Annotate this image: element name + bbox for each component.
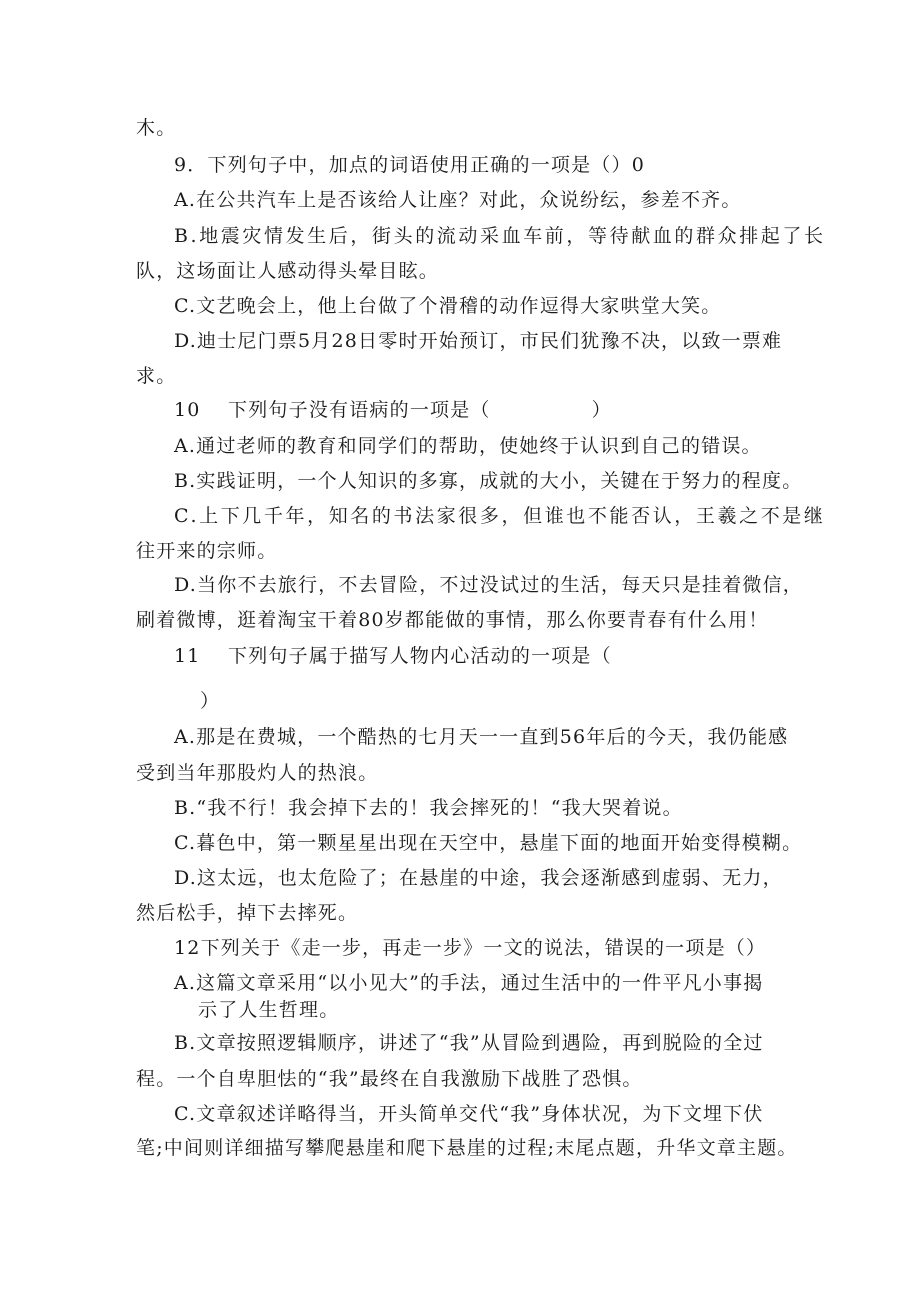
text-line: 木。: [136, 117, 177, 139]
question-12-option-b: B.文章按照逻辑顺序，讲述了“我”从冒险到遇险，再到脱险的全过: [174, 1032, 764, 1054]
question-12-option-a: A.这篇文章采用“以小见大”的手法，通过生活中的一件平凡小事揭: [174, 972, 764, 994]
text-line: 求。: [136, 365, 177, 387]
question-11-option-c: C.暮色中，第一颗星星出现在天空中，悬崖下面的地面开始变得模糊。: [174, 832, 803, 854]
question-9-option-a: A.在公共汽车上是否该给人让座？对此，众说纷纭，参差不齐。: [174, 189, 742, 211]
question-12-option-c: C.文章叙述详略得当，开头简单交代“我”身体状况，为下文埋下伏: [174, 1103, 764, 1125]
text-line: 程。一个自卑胆怯的“我”最终在自我激励下战胜了恐惧。: [136, 1068, 643, 1090]
question-9-option-d: D.迪士尼门票5月28日零时开始预订，市民们犹豫不决，以致一票难: [174, 330, 783, 352]
text-line: 队，这场面让人感动得头晕目眩。: [136, 260, 440, 282]
question-12-stem: 12下列关于《走一步，再走一步》一文的说法，错误的一项是（）: [174, 937, 767, 959]
question-10-option-a: A.通过老师的教育和同学们的帮助，使她终于认识到自己的错误。: [174, 435, 762, 457]
text-line: 示了人生哲理。: [198, 999, 340, 1021]
question-11-option-d: D.这太远，也太危险了；在悬崖的中途，我会逐渐感到虚弱、无力，: [174, 867, 783, 889]
question-10-stem: 10 下列句子没有语病的一项是（ ）: [174, 399, 612, 421]
text-line: 刷着微博，逛着淘宝干着80岁都能做的事情，那么你要青春有什么用！: [136, 609, 769, 631]
question-9-stem: 9．下列句子中，加点的词语使用正确的一项是（）0: [174, 154, 645, 176]
question-11-option-b: B.“我不行！我会掉下去的！我会摔死的！“我大哭着说。: [174, 797, 683, 819]
text-line: 笔;中间则详细描写攀爬悬崖和爬下悬崖的过程;末尾点题，升华文章主题。: [136, 1137, 798, 1159]
question-10-option-c: C.上下几千年，知名的书法家很多，但谁也不能否认，王羲之不是继: [174, 505, 826, 527]
question-10-option-b: B.实践证明，一个人知识的多寡，成就的大小，关键在于努力的程度。: [174, 470, 803, 492]
question-11-stem: 11 下列句子属于描写人物内心活动的一项是（: [174, 645, 612, 667]
question-10-option-d: D.当你不去旅行，不去冒险，不过没试过的生活，每天只是挂着微信，: [174, 574, 803, 596]
question-9-option-b: B.地震灾情发生后，街头的流动采血车前，等待献血的群众排起了长: [174, 225, 826, 247]
question-9-option-c: C.文艺晚会上，他上台做了个滑稽的动作逗得大家哄堂大笑。: [174, 295, 722, 317]
text-line: ）: [200, 690, 221, 712]
text-line: 往开来的宗师。: [136, 540, 278, 562]
text-line: 受到当年那股灼人的热浪。: [136, 762, 379, 784]
text-line: 然后松手，掉下去摔死。: [136, 902, 359, 924]
question-11-option-a: A.那是在费城，一个酷热的七月天一一直到56年后的今天，我仍能感: [174, 726, 789, 748]
